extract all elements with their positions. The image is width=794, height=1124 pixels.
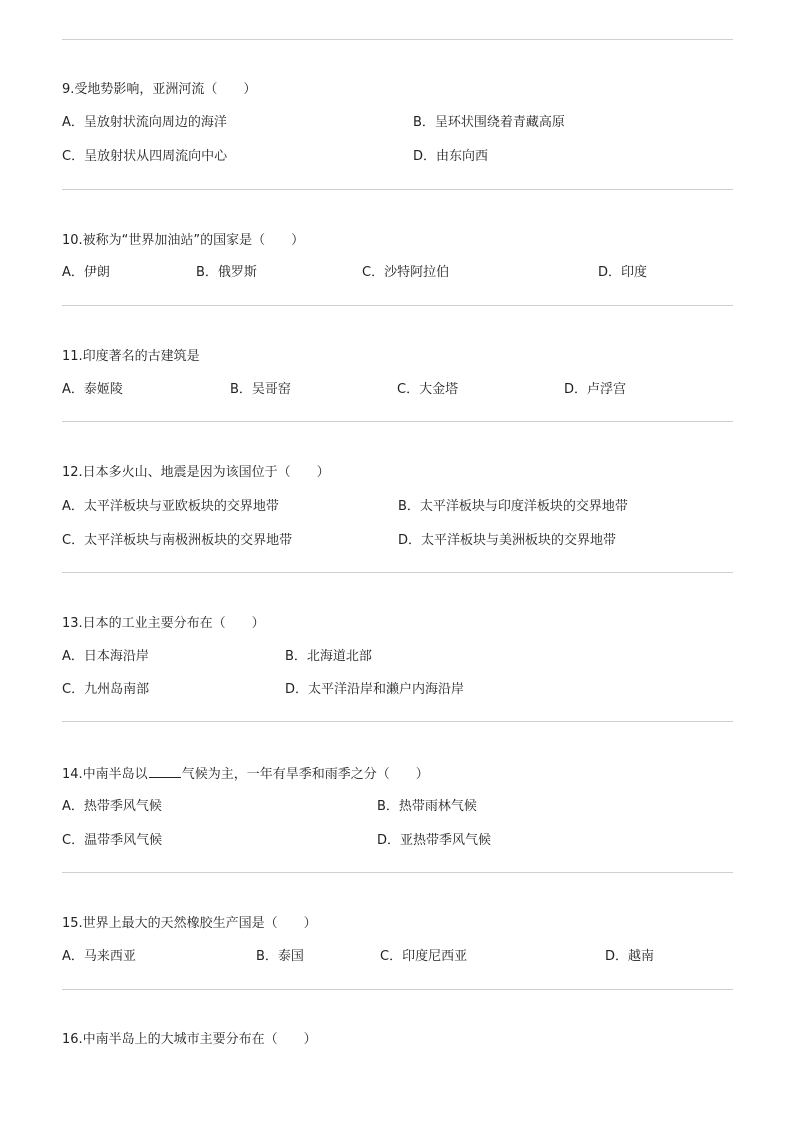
question-9-option-a[interactable]: A．呈放射状流向周边的海洋 bbox=[62, 115, 227, 130]
fill-in-blank bbox=[149, 765, 181, 778]
question-14-option-a[interactable]: A．热带季风气候 bbox=[62, 799, 162, 814]
question-9-stem: 9.受地势影响，亚洲河流（ ） bbox=[62, 82, 257, 97]
question-9-option-b[interactable]: B．呈环状围绕着青藏高原 bbox=[413, 115, 565, 130]
question-12-option-c[interactable]: C．太平洋板块与南极洲板块的交界地带 bbox=[62, 533, 293, 548]
divider bbox=[62, 872, 733, 873]
question-10-option-d[interactable]: D．印度 bbox=[598, 265, 648, 280]
divider bbox=[62, 989, 733, 990]
question-15-option-a[interactable]: A．马来西亚 bbox=[62, 949, 136, 964]
question-11-option-c[interactable]: C．大金塔 bbox=[397, 382, 459, 397]
question-11-option-b[interactable]: B．吴哥窑 bbox=[230, 382, 291, 397]
question-14-option-d[interactable]: D．亚热带季风气候 bbox=[377, 833, 492, 848]
divider bbox=[62, 572, 733, 573]
question-13-option-b[interactable]: B．北海道北部 bbox=[285, 649, 372, 664]
question-13-stem: 13.日本的工业主要分布在（ ） bbox=[62, 616, 265, 631]
question-12-option-b[interactable]: B．太平洋板块与印度洋板块的交界地带 bbox=[398, 499, 628, 514]
question-14-stem-pre: 14.中南半岛以 bbox=[62, 767, 148, 782]
divider bbox=[62, 39, 733, 40]
divider bbox=[62, 189, 733, 190]
question-12-stem: 12.日本多火山、地震是因为该国位于（ ） bbox=[62, 465, 330, 480]
question-13-option-c[interactable]: C．九州岛南部 bbox=[62, 682, 150, 697]
question-14-option-c[interactable]: C．温带季风气候 bbox=[62, 833, 163, 848]
question-15-stem: 15.世界上最大的天然橡胶生产国是（ ） bbox=[62, 916, 317, 931]
question-11-option-a[interactable]: A．泰姬陵 bbox=[62, 382, 123, 397]
question-10-stem: 10.被称为“世界加油站”的国家是（ ） bbox=[62, 233, 305, 248]
question-14-stem-post: 气候为主，一年有旱季和雨季之分（ ） bbox=[181, 767, 429, 782]
question-15-option-c[interactable]: C．印度尼西亚 bbox=[380, 949, 468, 964]
question-10-option-b[interactable]: B．俄罗斯 bbox=[196, 265, 257, 280]
question-15-option-d[interactable]: D．越南 bbox=[605, 949, 655, 964]
question-14-stem bbox=[62, 765, 429, 783]
question-13-option-a[interactable]: A．日本海沿岸 bbox=[62, 649, 149, 664]
question-13-option-d[interactable]: D．太平洋沿岸和濑户内海沿岸 bbox=[285, 682, 465, 697]
divider bbox=[62, 305, 733, 306]
question-11-stem: 11.印度著名的古建筑是 bbox=[62, 349, 200, 364]
question-10-option-c[interactable]: C．沙特阿拉伯 bbox=[362, 265, 450, 280]
question-9-option-c[interactable]: C．呈放射状从四周流向中心 bbox=[62, 149, 228, 164]
question-9-option-d[interactable]: D．由东向西 bbox=[413, 149, 489, 164]
question-16-stem: 16.中南半岛上的大城市主要分布在（ ） bbox=[62, 1032, 317, 1047]
question-15-option-b[interactable]: B．泰国 bbox=[256, 949, 304, 964]
question-12-option-d[interactable]: D．太平洋板块与美洲板块的交界地带 bbox=[398, 533, 617, 548]
question-14-option-b[interactable]: B．热带雨林气候 bbox=[377, 799, 477, 814]
question-11-option-d[interactable]: D．卢浮宫 bbox=[564, 382, 627, 397]
divider bbox=[62, 721, 733, 722]
question-12-option-a[interactable]: A．太平洋板块与亚欧板块的交界地带 bbox=[62, 499, 279, 514]
question-10-option-a[interactable]: A．伊朗 bbox=[62, 265, 110, 280]
divider bbox=[62, 421, 733, 422]
